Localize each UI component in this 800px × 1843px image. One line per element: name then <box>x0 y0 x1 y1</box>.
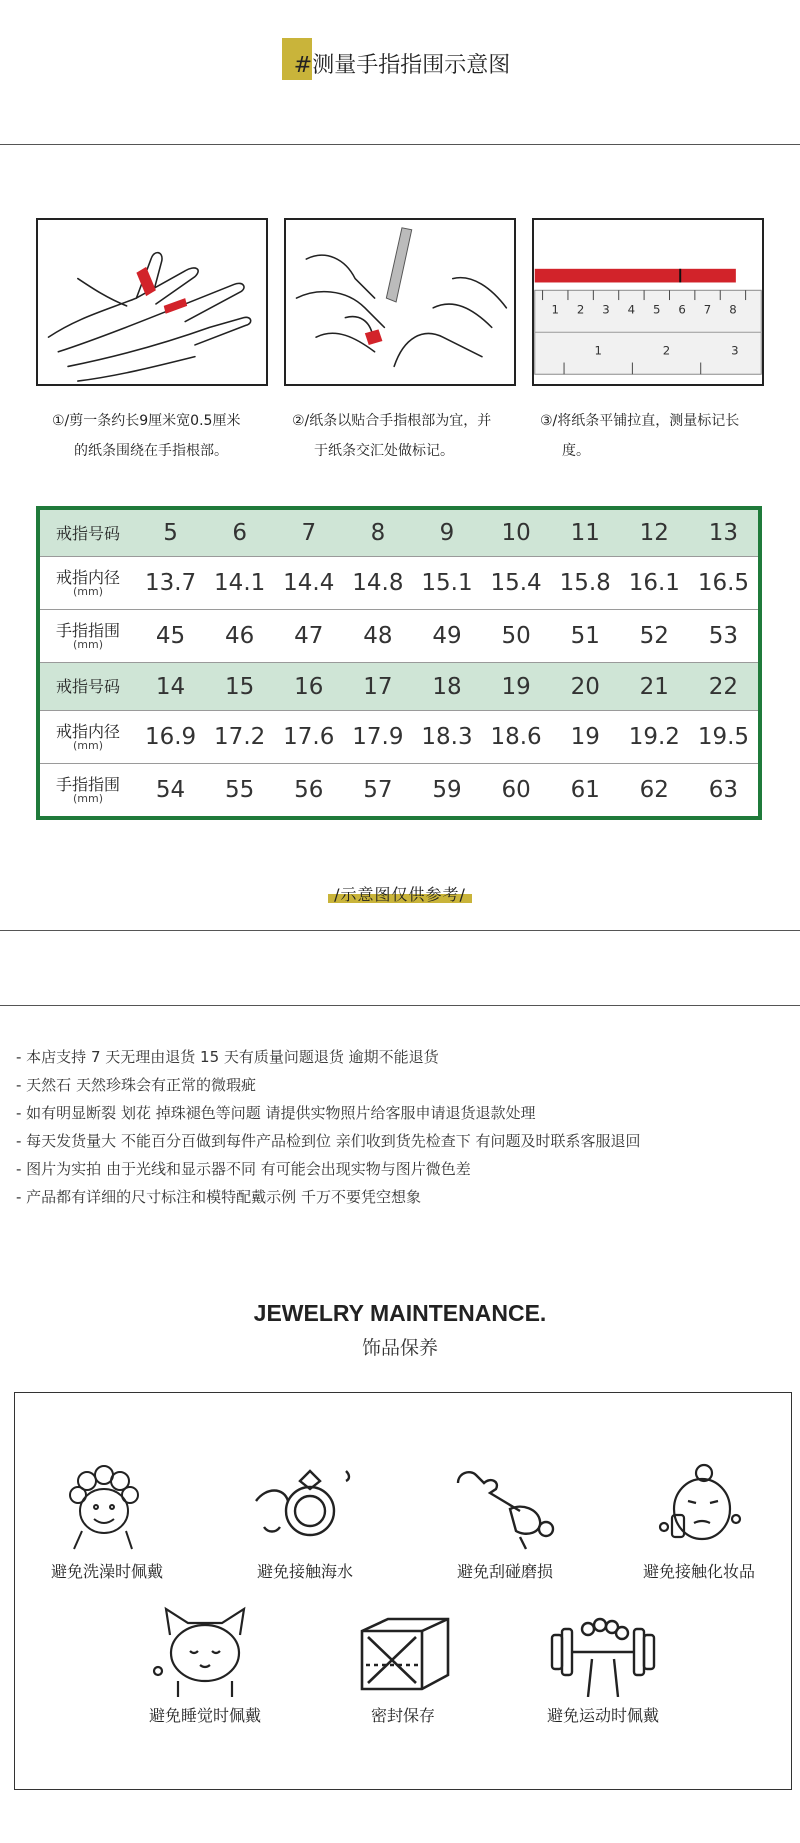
row-label-text: 戒指号码 <box>55 677 120 697</box>
row-label-text: 手指指围 <box>55 774 120 794</box>
size-cell: 57 <box>363 777 393 804</box>
row-unit: (mm) <box>72 584 103 598</box>
ruler-mark: 3 <box>731 343 739 358</box>
size-cell: 13 <box>689 510 758 557</box>
maintenance-title: JEWELRY MAINTENANCE. <box>253 1300 547 1326</box>
size-cell: 19 <box>482 663 551 711</box>
divider <box>0 930 800 931</box>
size-cell: 8 <box>343 510 412 557</box>
size-cell: 11 <box>551 510 620 557</box>
hand-mark-pen-icon <box>286 220 514 384</box>
size-cell: 13.7 <box>136 557 205 610</box>
size-cell: 16 <box>274 663 343 711</box>
cosmetics-face-icon <box>644 1461 754 1553</box>
size-cell: 17.2 <box>205 711 274 764</box>
policy-item: - 每天发货量大 不能百分百做到每件产品检到位 亲们收到货先检查下 有问题及时联系客服退回 <box>16 1132 641 1150</box>
ruler-mark: 7 <box>703 302 712 317</box>
note-area <box>0 880 800 905</box>
care-label: 避免睡觉时佩戴 <box>148 1706 261 1725</box>
size-cell: 62 <box>639 777 669 804</box>
size-cell: 47 <box>274 610 343 663</box>
size-cell: 19.2 <box>620 711 689 764</box>
size-table-row <box>40 663 758 711</box>
sleeping-icon <box>150 1605 260 1697</box>
size-cell: 16.9 <box>136 711 205 764</box>
size-table-row <box>40 557 758 610</box>
ruler-icon <box>534 220 762 384</box>
size-cell: 52 <box>620 610 689 663</box>
care-label: 避免接触海水 <box>256 1562 353 1581</box>
size-cell: 17.9 <box>343 711 412 764</box>
row-unit: (mm) <box>72 637 103 651</box>
care-item <box>415 1461 595 1582</box>
care-label: 避免刮碰磨损 <box>456 1562 553 1581</box>
size-cell: 51 <box>551 610 620 663</box>
ruler-mark: 1 <box>594 343 602 358</box>
care-item <box>609 1461 789 1582</box>
care-item <box>115 1605 295 1726</box>
size-cell: 48 <box>343 610 412 663</box>
size-cell: 18.6 <box>482 711 551 764</box>
size-cell: 17 <box>343 663 412 711</box>
ruler-mark: 5 <box>653 302 661 317</box>
size-cell: 61 <box>570 777 600 804</box>
row-label <box>40 764 136 816</box>
size-cell: 16.5 <box>689 557 758 610</box>
row-label-text: 手指指围 <box>55 620 120 640</box>
size-cell: 50 <box>482 610 551 663</box>
size-cell: 60 <box>501 777 531 804</box>
row-unit: (mm) <box>72 791 103 805</box>
size-cell: 18 <box>412 663 481 711</box>
care-label: 避免洗澡时佩戴 <box>50 1562 163 1581</box>
size-cell: 15.1 <box>412 557 481 610</box>
step3-illustration <box>532 218 764 386</box>
size-cell: 5 <box>136 510 205 557</box>
policy-list <box>16 1043 641 1211</box>
size-cell: 6 <box>205 510 274 557</box>
shower-icon <box>52 1461 162 1553</box>
size-cell: 59 <box>432 777 462 804</box>
row-label-text: 戒指内径 <box>55 721 120 741</box>
size-cell: 15.4 <box>482 557 551 610</box>
page-title <box>290 48 510 79</box>
step3-caption: ③/将纸条平铺拉直，测量标记长 度。 <box>540 413 740 459</box>
row-label <box>40 510 136 557</box>
ruler-mark: 8 <box>729 302 737 317</box>
size-cell: 45 <box>136 610 205 663</box>
size-cell: 20 <box>551 663 620 711</box>
divider <box>0 1005 800 1006</box>
policy-item: - 产品都有详细的尺寸标注和模特配戴示例 千万不要凭空想象 <box>16 1188 421 1206</box>
size-cell: 19.5 <box>689 711 758 764</box>
step1-caption: ①/剪一条约长9厘米宽0.5厘米 的纸条围绕在手指根部。 <box>52 413 241 459</box>
step2-illustration <box>284 218 516 386</box>
maintenance-panel <box>14 1392 792 1790</box>
size-table-row <box>40 711 758 764</box>
wrench-scratch-icon <box>450 1461 560 1553</box>
divider <box>0 144 800 145</box>
size-table-row <box>40 510 758 557</box>
title-area <box>0 48 800 79</box>
step2-caption: ②/纸条以贴合手指根部为宜，并 于纸条交汇处做标记。 <box>292 413 492 459</box>
size-cell: 53 <box>689 610 758 663</box>
size-cell: 21 <box>620 663 689 711</box>
care-label: 密封保存 <box>370 1706 435 1725</box>
size-cell: 54 <box>155 777 186 804</box>
reference-note: /示意图仅供参考/ <box>328 880 472 905</box>
ruler-mark: 3 <box>602 302 610 317</box>
row-unit: (mm) <box>72 738 103 752</box>
row-label-text: 戒指内径 <box>55 567 120 587</box>
row-label-text: 戒指号码 <box>55 523 120 543</box>
size-cell: 22 <box>689 663 758 711</box>
ring-size-table <box>36 506 762 820</box>
ruler-mark: 4 <box>627 302 636 317</box>
care-label: 避免接触化妆品 <box>642 1562 755 1581</box>
care-item <box>513 1605 693 1726</box>
size-cell: 14 <box>136 663 205 711</box>
ruler-mark: 1 <box>551 302 559 317</box>
size-cell: 18.3 <box>412 711 481 764</box>
size-cell: 63 <box>708 777 739 804</box>
size-cell: 46 <box>205 610 274 663</box>
size-cell: 10 <box>482 510 551 557</box>
size-table-row <box>40 610 758 663</box>
size-cell: 15 <box>205 663 274 711</box>
size-cell: 55 <box>225 777 255 804</box>
size-cell: 14.4 <box>274 557 343 610</box>
size-cell: 7 <box>274 510 343 557</box>
row-label <box>40 610 136 663</box>
size-cell: 15.8 <box>551 557 620 610</box>
ruler-mark: 2 <box>576 302 585 317</box>
size-cell: 12 <box>620 510 689 557</box>
size-cell: 16.1 <box>620 557 689 610</box>
ruler-mark: 2 <box>662 343 671 358</box>
size-cell: 19 <box>551 711 620 764</box>
sealed-box-icon <box>348 1605 458 1697</box>
size-cell: 56 <box>294 777 324 804</box>
size-cell: 9 <box>412 510 481 557</box>
row-label <box>40 711 136 764</box>
row-label <box>40 663 136 711</box>
page-title-text: #测量手指指围示意图 <box>293 53 511 78</box>
care-label: 避免运动时佩戴 <box>546 1706 659 1725</box>
care-item <box>313 1605 493 1726</box>
size-table-row <box>40 764 758 816</box>
maintenance-subtitle: 饰品保养 <box>361 1337 438 1359</box>
ring-seawater-icon <box>250 1461 360 1553</box>
care-item <box>17 1461 197 1582</box>
policy-item: - 天然石 天然珍珠会有正常的微瑕疵 <box>16 1076 256 1094</box>
hand-wrap-icon <box>38 220 266 384</box>
size-cell: 14.1 <box>205 557 274 610</box>
dumbbell-icon <box>548 1605 658 1697</box>
care-item <box>215 1461 395 1582</box>
policy-item: - 本店支持 7 天无理由退货 15 天有质量问题退货 逾期不能退货 <box>16 1048 439 1066</box>
policy-item: - 图片为实拍 由于光线和显示器不同 有可能会出现实物与图片微色差 <box>16 1160 471 1178</box>
size-cell: 17.6 <box>274 711 343 764</box>
policy-item: - 如有明显断裂 划花 掉珠褪色等问题 请提供实物照片给客服申请退货退款处理 <box>16 1104 536 1122</box>
size-cell: 14.8 <box>343 557 412 610</box>
row-label <box>40 557 136 610</box>
step1-illustration <box>36 218 268 386</box>
size-cell: 49 <box>412 610 481 663</box>
ruler-mark: 6 <box>678 302 686 317</box>
